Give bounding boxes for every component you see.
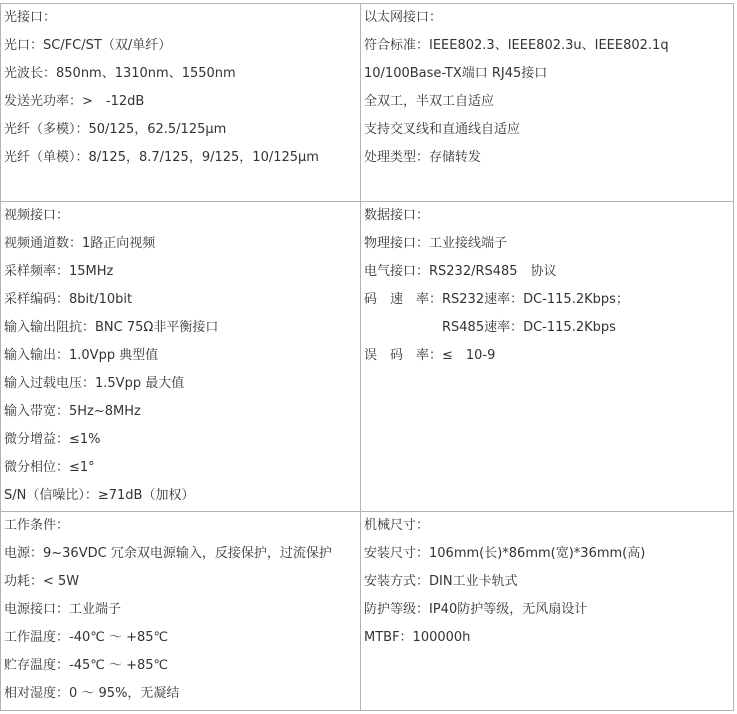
ethernet-line: 符合标准：IEEE802.3、IEEE802.3u、IEEE802.1q <box>364 38 669 53</box>
table-row <box>1 512 734 711</box>
ethernet-line: 10/100Base-TX端口 RJ45接口 <box>364 66 548 81</box>
video-line: 输入带宽：5Hz~8MHz <box>4 404 141 419</box>
ethernet-interface-cell <box>361 4 734 202</box>
working-line: 电源：9~36VDC 冗余双电源输入，反接保护，过流保护 <box>4 546 332 561</box>
working-line: 相对湿度：0 ～ 95%，无凝结 <box>4 686 180 701</box>
video-line: S/N（信噪比）：≥71dB（加权） <box>4 488 195 503</box>
spec-table <box>0 3 734 711</box>
video-line: 微分相位：≤1° <box>4 460 95 475</box>
optical-line: 光口：SC/FC/ST（双/单纤） <box>4 38 172 53</box>
data-line: 误 码 率：≤ 10-9 <box>364 348 496 363</box>
video-line: 输入输出阻抗：BNC 75Ω非平衡接口 <box>4 320 219 335</box>
video-line: 输入过载电压：1.5Vpp 最大值 <box>4 376 185 391</box>
ethernet-line: 处理类型：存储转发 <box>364 150 482 165</box>
table-row <box>1 4 734 202</box>
optical-title: 光接口： <box>4 10 57 25</box>
data-line: 物理接口：工业接线端子 <box>364 236 508 251</box>
mechanical-line: 安装尺寸：106mm(长)*86mm(宽)*36mm(高) <box>364 546 646 561</box>
optical-line: 光纤（多模）：50/125，62.5/125μm <box>4 122 227 137</box>
working-title: 工作条件： <box>4 518 70 533</box>
mechanical-line: 安装方式：DIN工业卡轨式 <box>364 574 518 589</box>
video-line: 输入输出：1.0Vpp 典型值 <box>4 348 159 363</box>
mechanical-title: 机械尺寸： <box>364 518 430 533</box>
working-line: 贮存温度：-45℃ ～ +85℃ <box>4 658 169 673</box>
data-line: RS485速率：DC-115.2Kbps <box>364 320 616 335</box>
data-title: 数据接口： <box>364 208 430 223</box>
working-line: 工作温度：-40℃ ～ +85℃ <box>4 630 169 645</box>
data-line: 电气接口：RS232/RS485 协议 <box>364 264 557 279</box>
video-line: 采样频率：15MHz <box>4 264 114 279</box>
working-line: 功耗：< 5W <box>4 574 80 589</box>
data-line: 码 速 率：RS232速率：DC-115.2Kbps； <box>364 292 629 307</box>
working-line: 电源接口：工业端子 <box>4 602 122 617</box>
data-interface-cell <box>361 202 734 512</box>
working-conditions-cell <box>1 512 361 711</box>
video-title: 视频接口： <box>4 208 70 223</box>
optical-interface-cell <box>1 4 361 202</box>
optical-line: 光纤（单模）：8/125，8.7/125，9/125，10/125μm <box>4 150 319 165</box>
mechanical-line: MTBF：100000h <box>364 630 471 645</box>
table-row <box>1 202 734 512</box>
ethernet-title: 以太网接口： <box>364 10 443 25</box>
optical-line: 光波长：850nm、1310nm、1550nm <box>4 66 236 81</box>
video-line: 微分增益：≤1% <box>4 432 101 447</box>
video-interface-cell <box>1 202 361 512</box>
optical-line: 发送光功率：> -12dB <box>4 94 145 109</box>
mechanical-size-cell <box>361 512 734 711</box>
ethernet-line: 全双工，半双工自适应 <box>364 94 495 109</box>
video-line: 采样编码：8bit/10bit <box>4 292 133 307</box>
ethernet-line: 支持交叉线和直通线自适应 <box>364 122 521 137</box>
video-line: 视频通道数：1路正向视频 <box>4 236 156 251</box>
mechanical-line: 防护等级：IP40防护等级，无风扇设计 <box>364 602 588 617</box>
